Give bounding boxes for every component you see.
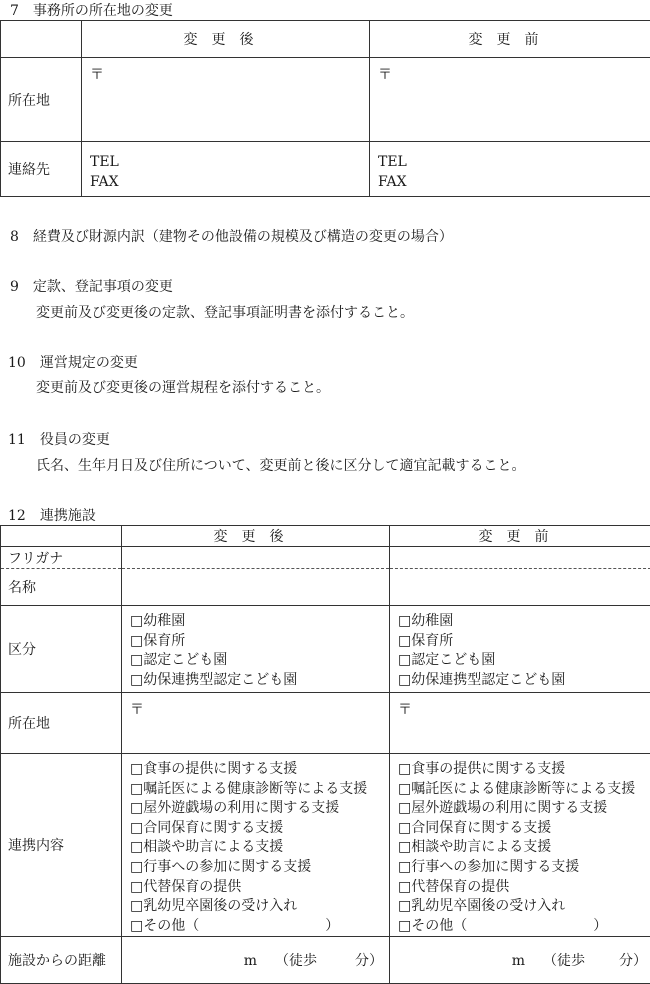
postal-mark: 〒	[130, 702, 144, 718]
checkbox-other[interactable]: □その他（ ）	[398, 917, 650, 937]
distance-unit: m	[390, 953, 525, 969]
distance-after-cell[interactable]	[122, 937, 390, 984]
row-label-furigana: フリガナ	[1, 547, 122, 569]
checkbox-event-participation[interactable]: □行事への参加に関する支援	[398, 858, 650, 878]
section-7-title: 7 事務所の所在地の変更	[10, 0, 173, 20]
checkbox-meal-support[interactable]: □食事の提供に関する支援	[130, 760, 389, 780]
checkbox-meal-support[interactable]: □食事の提供に関する支援	[398, 760, 650, 780]
postal-mark: 〒	[398, 702, 412, 718]
checkbox-health-checkup[interactable]: □嘱託医による健康診断等による支援	[130, 780, 389, 800]
checkbox-integrated-center[interactable]: □幼保連携型認定こども園	[130, 671, 389, 691]
distance-before-cell[interactable]	[390, 937, 650, 984]
section-8-title: 8 経費及び財源内訳（建物その他設備の規模及び構造の変更の場合）	[10, 226, 453, 246]
row-label-category: 区分	[1, 606, 122, 693]
checkbox-integrated-center[interactable]: □幼保連携型認定こども園	[398, 671, 650, 691]
checkbox-kindergarten[interactable]: □幼稚園	[130, 612, 389, 632]
section-11-title: 11 役員の変更	[8, 429, 110, 449]
address-after-cell[interactable]	[82, 58, 370, 142]
checkbox-playground-use[interactable]: □屋外遊戯場の利用に関する支援	[130, 799, 389, 819]
checkbox-kindergarten[interactable]: □幼稚園	[398, 612, 650, 632]
section-9-body: 変更前及び変更後の定款、登記事項証明書を添付すること。	[36, 302, 414, 322]
header-before: 変更前	[390, 526, 650, 547]
row-label-address: 所在地	[1, 693, 122, 754]
checkbox-event-participation[interactable]: □行事への参加に関する支援	[130, 858, 389, 878]
address-after-cell[interactable]	[122, 693, 390, 754]
content-after-cell	[122, 754, 390, 937]
tel-label: TEL	[90, 152, 369, 172]
furigana-after-cell[interactable]	[122, 547, 390, 569]
section-9-title: 9 定款、登記事項の変更	[10, 276, 173, 296]
checkbox-playground-use[interactable]: □屋外遊戯場の利用に関する支援	[398, 799, 650, 819]
section-10-title: 10 運営規定の変更	[8, 352, 138, 372]
furigana-before-cell[interactable]	[390, 547, 650, 569]
section-10-body: 変更前及び変更後の運営規程を添付すること。	[36, 377, 330, 397]
content-before-cell	[390, 754, 650, 937]
header-after: 変更後	[82, 21, 370, 58]
office-address-table	[0, 20, 650, 197]
name-after-cell[interactable]	[122, 569, 390, 606]
postal-mark: 〒	[378, 67, 392, 83]
section-12-title: 12 連携施設	[8, 505, 96, 525]
header-after: 変更後	[122, 526, 390, 547]
contact-before-cell[interactable]	[370, 142, 650, 197]
postal-mark: 〒	[90, 67, 104, 83]
corner-cell	[1, 526, 122, 547]
walk-open: （徒歩	[257, 950, 317, 970]
walk-open: （徒歩	[525, 950, 585, 970]
row-label-address: 所在地	[1, 58, 82, 142]
checkbox-post-graduation[interactable]: □乳幼児卒園後の受け入れ	[398, 897, 650, 917]
row-label-content: 連携内容	[1, 754, 122, 937]
tel-label: TEL	[378, 152, 650, 172]
category-before-cell	[390, 606, 650, 693]
fax-label: FAX	[378, 172, 650, 192]
partner-facility-table	[0, 525, 650, 984]
row-label-name: 名称	[1, 569, 122, 606]
name-before-cell[interactable]	[390, 569, 650, 606]
address-before-cell[interactable]	[390, 693, 650, 754]
checkbox-joint-care[interactable]: □合同保育に関する支援	[398, 819, 650, 839]
header-before: 変更前	[370, 21, 650, 58]
section-11-body: 氏名、生年月日及び住所について、変更前と後に区分して適宜記載すること。	[36, 455, 525, 475]
checkbox-consultation[interactable]: □相談や助言による支援	[130, 838, 389, 858]
checkbox-alternate-care[interactable]: □代替保育の提供	[398, 878, 650, 898]
walk-close: 分）	[317, 950, 383, 970]
contact-after-cell[interactable]	[82, 142, 370, 197]
row-label-contact: 連絡先	[1, 142, 82, 197]
walk-close: 分）	[585, 950, 647, 970]
checkbox-certified-center[interactable]: □認定こども園	[130, 651, 389, 671]
distance-unit: m	[122, 953, 257, 969]
checkbox-other[interactable]: □その他（ ）	[130, 917, 389, 937]
address-before-cell[interactable]	[370, 58, 650, 142]
row-label-distance: 施設からの距離	[1, 937, 122, 984]
checkbox-nursery[interactable]: □保育所	[130, 632, 389, 652]
fax-label: FAX	[90, 172, 369, 192]
checkbox-nursery[interactable]: □保育所	[398, 632, 650, 652]
checkbox-health-checkup[interactable]: □嘱託医による健康診断等による支援	[398, 780, 650, 800]
checkbox-joint-care[interactable]: □合同保育に関する支援	[130, 819, 389, 839]
checkbox-post-graduation[interactable]: □乳幼児卒園後の受け入れ	[130, 897, 389, 917]
category-after-cell	[122, 606, 390, 693]
checkbox-alternate-care[interactable]: □代替保育の提供	[130, 878, 389, 898]
corner-cell	[1, 21, 82, 58]
checkbox-consultation[interactable]: □相談や助言による支援	[398, 838, 650, 858]
checkbox-certified-center[interactable]: □認定こども園	[398, 651, 650, 671]
